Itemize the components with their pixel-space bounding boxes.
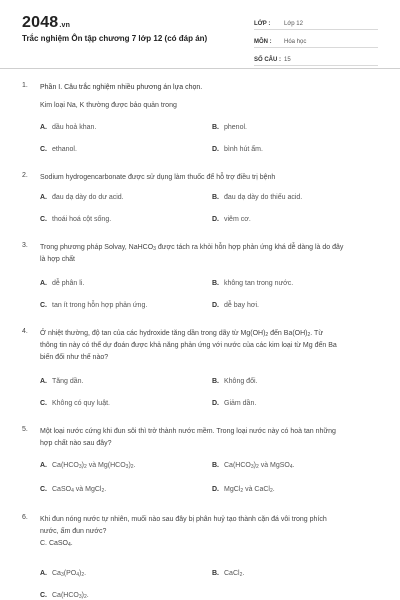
option-letter: D. <box>212 302 219 309</box>
option-a[interactable] <box>40 462 136 469</box>
option-text: Giảm dần. <box>224 400 257 407</box>
text-part: C. CaSO <box>40 540 69 547</box>
question-line: Một loại nước cứng khi đun sôi thì trở thành nước mềm. Trong loại nước này có hoà tan những <box>40 428 336 435</box>
question-number: 6. <box>22 514 28 521</box>
subscript: 4 <box>71 488 74 494</box>
question-number: 2. <box>22 172 28 179</box>
option-text: ethanol. <box>52 146 77 153</box>
option-a[interactable] <box>40 570 86 577</box>
text-part: Ca(HCO <box>52 462 79 469</box>
question-stem <box>40 242 380 266</box>
option-c[interactable] <box>40 592 89 599</box>
option-letter: B. <box>212 194 219 201</box>
text-part: và CaCl <box>243 486 270 493</box>
question-text <box>40 82 380 112</box>
subscript: 2 <box>255 464 259 470</box>
question-line: biến đổi như thế nào? <box>40 354 109 361</box>
question-stem: Kim loại Na, K thường được bảo quản trong <box>40 102 177 109</box>
text-part: Ở nhiệt thường, độ tan của các hydroxide tăng dần trong dãy từ Mg(OH) <box>40 330 266 337</box>
question-stem <box>40 426 380 450</box>
option-a[interactable] <box>40 194 124 201</box>
subscript: 3 <box>250 464 254 470</box>
option-letter: D. <box>212 146 219 153</box>
question-line: Khi đun nóng nước tự nhiên, muối nào sau đây bị phân huỷ tạo thành cặn đá vôi trong phích <box>40 516 327 523</box>
option-letter: C. <box>40 302 47 309</box>
option-c[interactable] <box>40 400 110 407</box>
subscript: 2 <box>240 488 244 494</box>
option-text: dầu hoả khan. <box>52 124 97 131</box>
option-letter: B. <box>212 378 219 385</box>
question-line: thông tin này có thể dự đoán được khả năng phản ứng với nước của các kim loại từ Mg đến Ba <box>40 342 337 349</box>
text-part: Trong phương pháp Solvay, NaHCO <box>40 244 154 251</box>
option-text: Tăng dần. <box>52 378 84 385</box>
logo-text: 2048 <box>22 14 59 31</box>
option-c[interactable] <box>40 486 106 493</box>
option-text: viêm cơ. <box>224 216 251 223</box>
subscript: 2 <box>83 594 87 600</box>
text-part: . <box>242 570 245 577</box>
subscript: 4 <box>68 542 71 548</box>
page-title: Trắc nghiệm Ôn tập chương 7 lớp 12 (có đáp án) <box>22 34 208 43</box>
header-divider <box>0 68 400 69</box>
text-part: . <box>84 570 87 577</box>
option-letter: C. <box>40 146 47 153</box>
option-text: phenol. <box>224 124 247 131</box>
question-number: 4. <box>22 328 28 335</box>
option-letter: C. <box>40 216 47 223</box>
option-text: không tan trong nước. <box>224 280 294 287</box>
text-part: . <box>70 540 73 547</box>
option-text: dễ phân li. <box>52 280 85 287</box>
subscript: 3 <box>78 464 82 470</box>
option-a[interactable] <box>40 280 84 287</box>
option-letter: D. <box>212 216 219 223</box>
meta-value: 15 <box>284 57 291 63</box>
meta-box <box>254 14 378 68</box>
option-text: dễ bay hơi. <box>224 302 259 309</box>
page-header <box>0 0 400 70</box>
meta-value: Hóa học <box>284 39 307 45</box>
text-part: được tách ra khỏi hỗn hợp phản ứng khá dễ dàng là do đây <box>155 244 344 251</box>
question-line: hợp chất nào sau đây? <box>40 440 112 447</box>
subscript: 3 <box>153 246 156 252</box>
option-text: đau dạ dày do dư acid. <box>52 194 124 201</box>
option-letter: C. <box>40 486 47 493</box>
text-part: ) <box>81 592 84 599</box>
subscript: 3 <box>60 572 64 578</box>
option-letter: C. <box>40 400 47 407</box>
text-part: ) <box>128 462 131 469</box>
text-part: ) <box>253 462 256 469</box>
option-text: đau dạ dày do thiếu acid. <box>224 194 303 201</box>
option-c[interactable] <box>40 216 111 223</box>
meta-row-subject <box>254 32 378 48</box>
subscript: 2 <box>101 488 105 494</box>
meta-row-class <box>254 14 378 30</box>
text-part: ) <box>81 462 84 469</box>
subscript: 2 <box>239 572 243 578</box>
text-part: . <box>272 486 275 493</box>
option-letter: B. <box>212 280 219 287</box>
option-letter: B. <box>212 570 219 577</box>
option-d[interactable] <box>212 400 256 407</box>
extra-line <box>40 538 380 550</box>
option-b[interactable] <box>212 194 302 201</box>
text-part: . <box>104 486 107 493</box>
subscript: 3 <box>78 594 82 600</box>
option-c[interactable] <box>40 146 77 153</box>
option-text: thoái hoá cột sống. <box>52 216 112 223</box>
subscript: 4 <box>76 572 79 578</box>
text-part: CaSO <box>52 486 72 493</box>
option-text: bình hút ẩm. <box>224 146 263 153</box>
option-text: tan ít trong hỗn hợp phản ứng. <box>52 302 148 309</box>
text-part: MgCl <box>224 486 241 493</box>
option-letter: D. <box>212 400 219 407</box>
option-text: Không có quy luật. <box>52 400 110 407</box>
option-letter: A. <box>40 570 47 577</box>
question-number: 3. <box>22 242 28 249</box>
option-b[interactable] <box>212 462 295 469</box>
meta-label: LỚP : <box>254 21 271 27</box>
question-line <box>40 328 380 340</box>
text-part: và MgSO <box>258 462 290 469</box>
subscript: 3 <box>125 464 129 470</box>
meta-label: SỐ CÂU : <box>254 57 281 63</box>
logo-suffix: .vn <box>59 22 71 29</box>
text-part: ) <box>78 570 82 577</box>
text-part: . Từ <box>310 330 324 337</box>
text-part: . <box>133 462 136 469</box>
text-part: đến Ba(OH) <box>268 330 308 337</box>
text-part: và MgCl <box>73 486 102 493</box>
option-letter: A. <box>40 462 47 469</box>
text-part: CaCl <box>224 570 240 577</box>
meta-label: MÔN : <box>254 39 272 45</box>
option-text: Không đổi. <box>224 378 258 385</box>
question-stem: Sodium hydrogencarbonate được sử dụng làm thuốc để hỗ trợ điều trị bệnh <box>40 174 276 181</box>
meta-value: Lớp 12 <box>284 21 303 27</box>
option-b[interactable] <box>212 124 247 131</box>
option-letter: B. <box>212 124 219 131</box>
option-letter: D. <box>212 486 219 493</box>
option-letter: A. <box>40 124 47 131</box>
option-b[interactable] <box>212 280 293 287</box>
option-b[interactable] <box>212 570 244 577</box>
subscript: 2 <box>83 464 87 470</box>
subscript: 2 <box>307 332 311 338</box>
option-letter: C. <box>40 592 47 599</box>
text-part: (PO <box>63 570 77 577</box>
option-d[interactable] <box>212 216 251 223</box>
subscript: 4 <box>289 464 293 470</box>
option-a[interactable] <box>40 378 84 385</box>
option-b[interactable] <box>212 378 257 385</box>
option-letter: A. <box>40 280 47 287</box>
question-number: 1. <box>22 82 28 89</box>
question-number: 5. <box>22 426 28 433</box>
section-heading: Phần I. Câu trắc nghiệm nhiều phương án lựa chọn. <box>40 84 203 91</box>
subscript: 2 <box>130 464 134 470</box>
subscript: 2 <box>265 332 269 338</box>
question-line <box>40 242 380 254</box>
subscript: 2 <box>81 572 85 578</box>
option-letter: B. <box>212 462 219 469</box>
text-part: và Mg(HCO <box>86 462 126 469</box>
text-part: Ca(HCO <box>224 462 251 469</box>
option-d[interactable] <box>212 486 275 493</box>
option-d[interactable] <box>212 146 263 153</box>
subscript: 2 <box>269 488 273 494</box>
option-letter: A. <box>40 378 47 385</box>
question-line: là hợp chất <box>40 256 75 263</box>
meta-row-count <box>254 50 378 66</box>
text-part: . <box>292 462 295 469</box>
question-stem <box>40 328 380 364</box>
text-part: Ca <box>52 570 61 577</box>
text-part: Ca(HCO <box>52 592 79 599</box>
option-c[interactable] <box>40 302 147 309</box>
text-part: . <box>86 592 89 599</box>
site-logo[interactable] <box>22 14 70 32</box>
option-letter: A. <box>40 194 47 201</box>
question-stem <box>40 514 380 550</box>
question-line: nước, ấm đun nước? <box>40 528 107 535</box>
option-a[interactable] <box>40 124 96 131</box>
option-d[interactable] <box>212 302 259 309</box>
